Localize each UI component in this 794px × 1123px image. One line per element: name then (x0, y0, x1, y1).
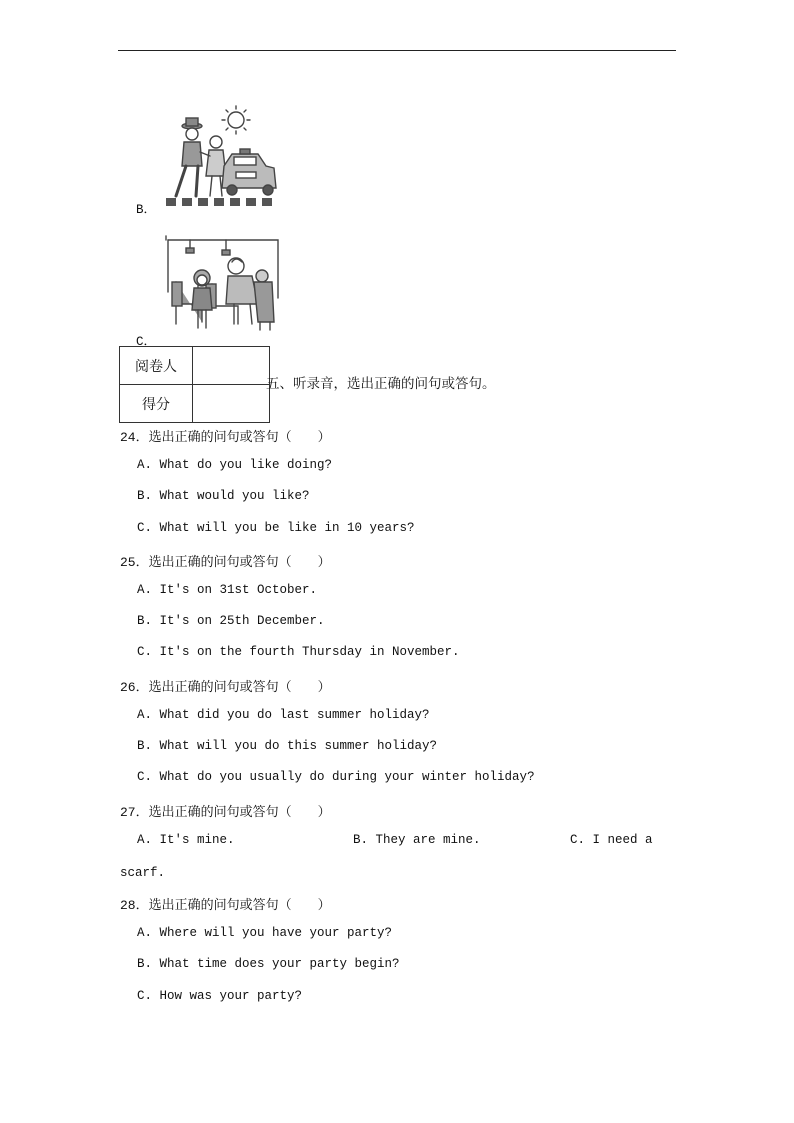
question-27 (120, 801, 331, 820)
image-label-c: C． (136, 335, 157, 349)
question-number: 28． (120, 898, 149, 913)
question-prompt: 选出正确的问句或答句（ ） (148, 555, 331, 570)
question-28 (120, 894, 331, 913)
question-number: 26． (120, 680, 149, 695)
option-26-b[interactable]: B. What will you do this summer holiday? (137, 739, 438, 753)
option-25-b[interactable]: B. It's on 25th December. (137, 614, 325, 628)
option-28-a[interactable]: A. Where will you have your party? (137, 926, 393, 940)
question-prompt: 选出正确的问句或答句（ ） (148, 898, 331, 913)
crossing-street-illustration (162, 104, 282, 208)
option-27-b[interactable]: B. They are mine. (353, 833, 481, 847)
header-rule (118, 50, 676, 51)
bus-seat-illustration (162, 232, 284, 332)
question-number: 27． (120, 805, 149, 820)
question-26 (120, 676, 331, 695)
option-25-c[interactable]: C. It's on the fourth Thursday in November. (137, 645, 460, 659)
question-prompt: 选出正确的问句或答句（ ） (148, 805, 331, 820)
option-26-c[interactable]: C. What do you usually do during your winter holiday? (137, 770, 535, 784)
score-field[interactable] (193, 385, 270, 423)
question-number: 25． (120, 555, 149, 570)
reviewer-field[interactable] (193, 347, 270, 385)
option-24-a[interactable]: A. What do you like doing? (137, 458, 333, 472)
option-27-c[interactable]: C. I need a (570, 833, 653, 847)
question-number: 24． (120, 430, 149, 445)
reviewer-label: 阅卷人 (120, 347, 193, 385)
question-prompt: 选出正确的问句或答句（ ） (148, 430, 331, 445)
image-label-b: B． (136, 203, 157, 217)
option-24-b[interactable]: B. What would you like? (137, 489, 310, 503)
option-28-c[interactable]: C. How was your party? (137, 989, 303, 1003)
option-27-c-continued: scarf. (120, 866, 166, 880)
option-24-c[interactable]: C. What will you be like in 10 years? (137, 521, 415, 535)
question-24 (120, 426, 331, 445)
score-label: 得分 (120, 385, 193, 423)
option-27-a[interactable]: A. It's mine. (137, 833, 235, 847)
question-25 (120, 551, 331, 570)
section-title: 五、听录音，选出正确的问句或答句。 (266, 376, 496, 392)
question-prompt: 选出正确的问句或答句（ ） (148, 680, 331, 695)
option-26-a[interactable]: A. What did you do last summer holiday? (137, 708, 430, 722)
score-table (119, 346, 270, 423)
option-25-a[interactable]: A. It's on 31st October. (137, 583, 318, 597)
option-28-b[interactable]: B. What time does your party begin? (137, 957, 400, 971)
